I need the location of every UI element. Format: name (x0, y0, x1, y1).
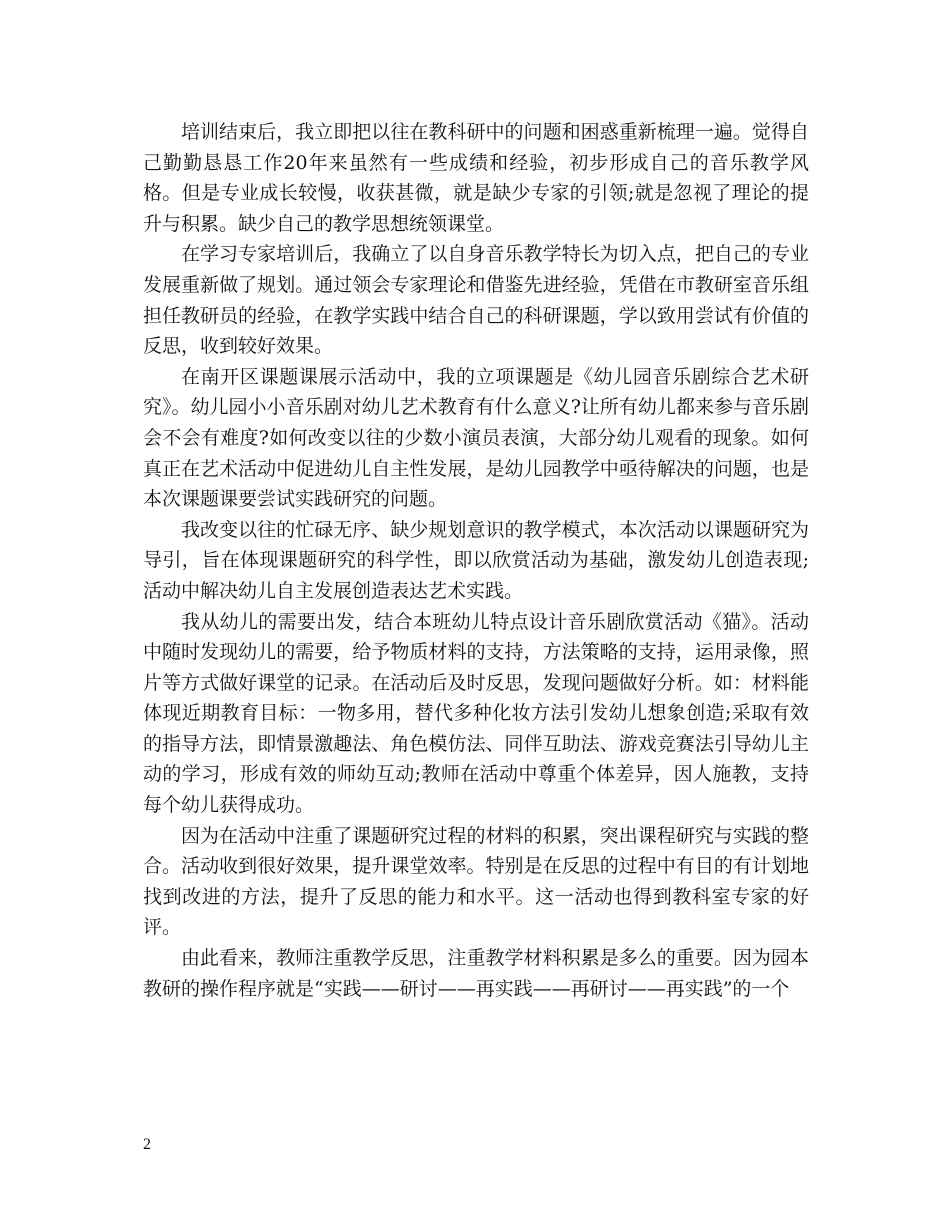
page-number: 2 (143, 1136, 151, 1153)
paragraph-7: 由此看来，教师注重教学反思，注重教学材料积累是多么的重要。因为园本教研的操作程序就是“实践——研讨——再实践——再研讨——再实践”的一个 (143, 947, 809, 1000)
paragraph-2: 在学习专家培训后，我确立了以自身音乐教学特长为切入点，把自己的专业发展重新做了规划。通过领会专家理论和借鉴先进经验，凭借在市教研室音乐组担任教研员的经验，在教学实践中结合自己的科研课题，学以致用尝试有价值的反思，收到较好效果。 (143, 243, 809, 358)
paragraph-1: 培训结束后，我立即把以往在教科研中的问题和困惑重新梳理一遍。觉得自己勤勤恳恳工作20年来虽然有一些成绩和经验，初步形成自己的音乐教学风格。但是专业成长较慢，收获甚微，就是缺少专家的引领;就是忽视了理论的提升与积累。缺少自己的教学思想统领课堂。 (143, 121, 809, 235)
body-text (143, 117, 809, 1004)
paragraph-5: 我从幼儿的需要出发，结合本班幼儿特点设计音乐剧欣赏活动《猫》。活动中随时发现幼儿的需要，给予物质材料的支持，方法策略的支持，运用录像，照片等方式做好课堂的记录。在活动后及时反思，发现问题做好分析。如：材料能体现近期教育目标：一物多用，替代多种化妆方法引发幼儿想象创造;采取有效的指导方法，即情景激趣法、角色模仿法、同伴互助法、游戏竞赛法引导幼儿主动的学习，形成有效的师幼互动;教师在活动中尊重个体差异，因人施教，支持每个幼儿获得成功。 (143, 610, 809, 817)
paragraph-3: 在南开区课题课展示活动中，我的立项课题是《幼儿园音乐剧综合艺术研究》。幼儿园小小音乐剧对幼儿艺术教育有什么意义?让所有幼儿都来参与音乐剧会不会有难度?如何改变以往的少数小演员表演，大部分幼儿观看的现象。如何真正在艺术活动中促进幼儿自主性发展，是幼儿园教学中亟待解决的问题，也是本次课题课要尝试实践研究的问题。 (143, 365, 809, 511)
paragraph-4: 我改变以往的忙碌无序、缺少规划意识的教学模式，本次活动以课题研究为导引，旨在体现课题研究的科学性，即以欣赏活动为基础，激发幼儿创造表现;活动中解决幼儿自主发展创造表达艺术实践。 (143, 518, 809, 602)
paragraph-6: 因为在活动中注重了课题研究过程的材料的积累，突出课程研究与实践的整合。活动收到很好效果，提升课堂效率。特别是在反思的过程中有目的有计划地找到改进的方法，提升了反思的能力和水平。这一活动也得到教科室专家的好评。 (143, 824, 809, 939)
